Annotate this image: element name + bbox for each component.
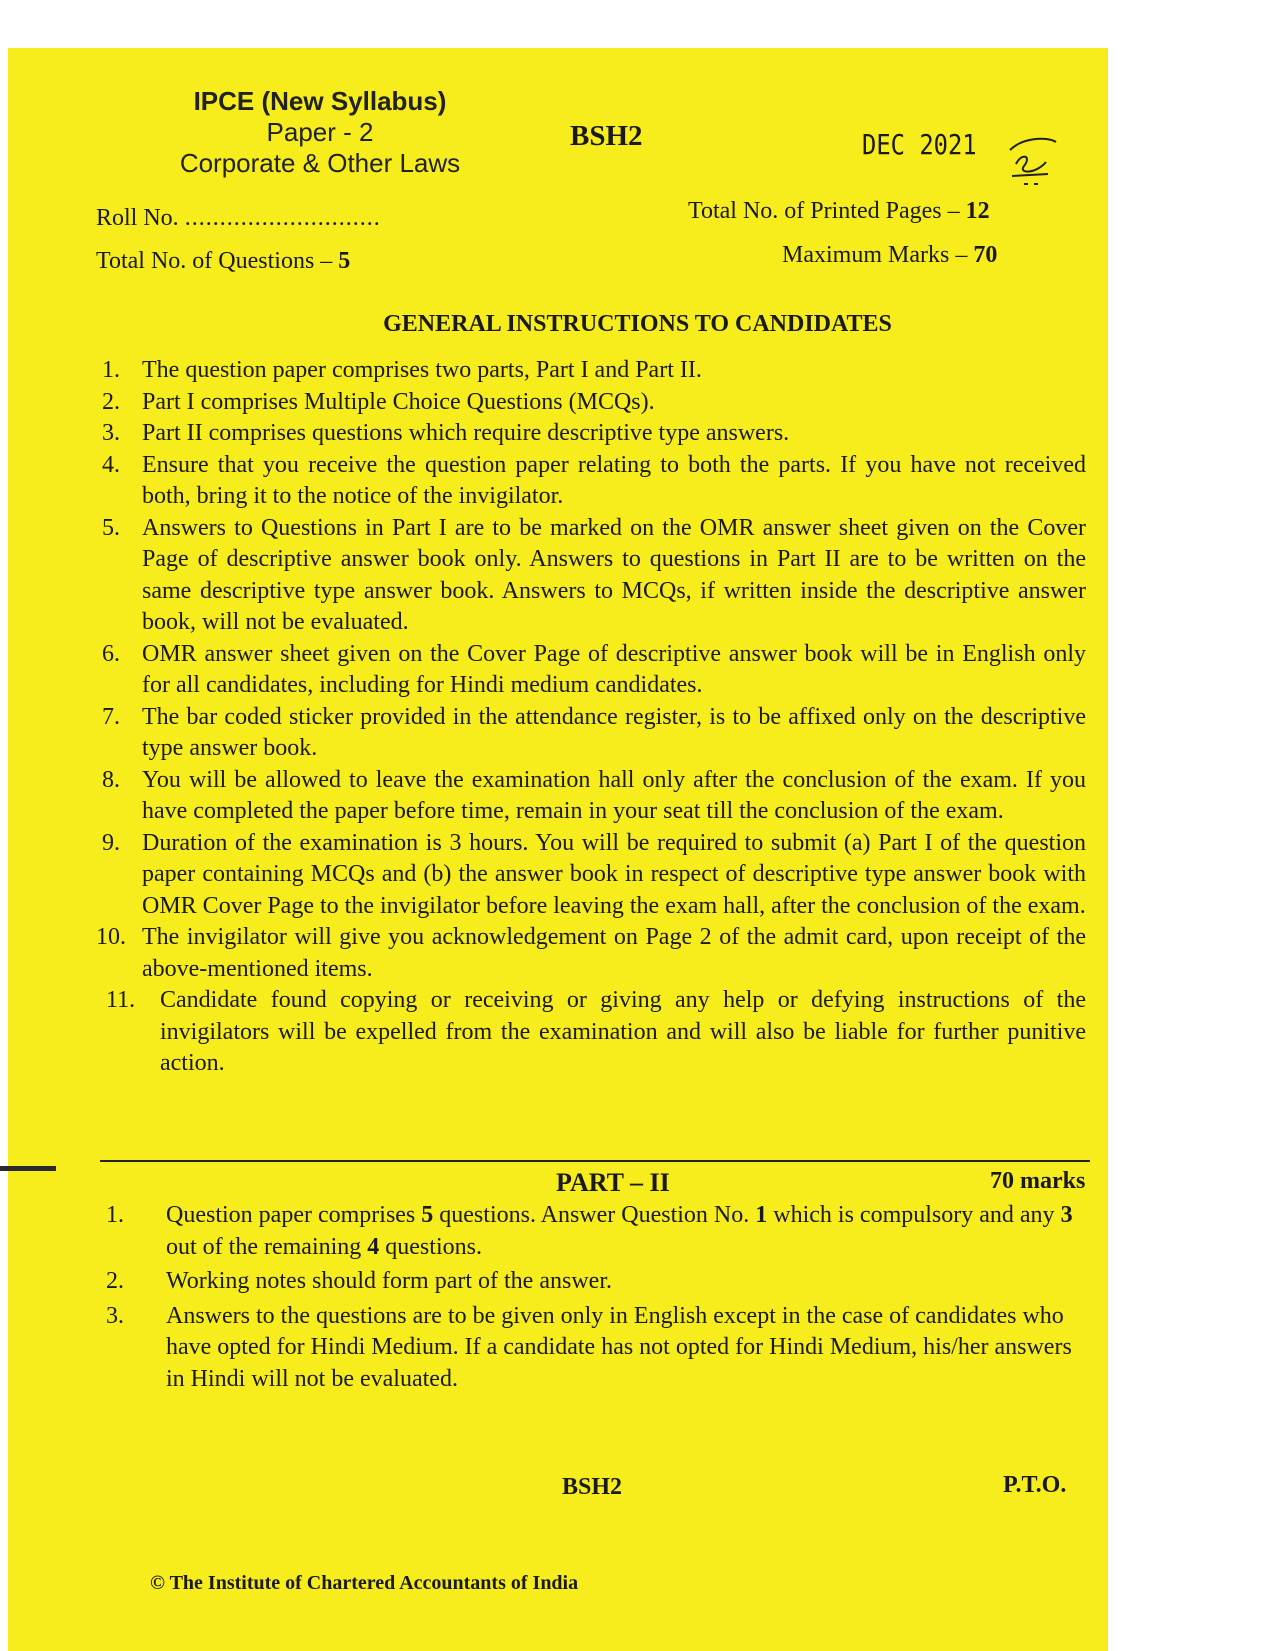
list-item: 8. You will be allowed to leave the examination hall only after the conclusion of the exam. If you have completed the paper before time, remain in your seat till the conclusion of the exam. bbox=[102, 766, 1086, 824]
list-item: 3. Answers to the questions are to be given only in English except in the case of candidates who have opted for Hindi Medium. If a candidate has not opted for Hindi Medium, his/her answers in Hindi will not be evaluated. bbox=[106, 1302, 1072, 1392]
maximum-marks-value: 70 bbox=[973, 242, 998, 268]
roll-no-dots: ............................ bbox=[184, 205, 381, 231]
pto-label: P.T.O. bbox=[1003, 1472, 1067, 1498]
instructions-list bbox=[96, 355, 1086, 1080]
exam-name: IPCE (New Syllabus) bbox=[193, 86, 447, 116]
list-item: 1. Question paper comprises 5 questions. Answer Question No. 1 which is compulsory and any 3 out of the remaining 4 questions. bbox=[106, 1202, 1073, 1260]
exam-header bbox=[140, 86, 500, 179]
footer-paper-code: BSH2 bbox=[562, 1474, 623, 1500]
part-ii-list bbox=[106, 1200, 1092, 1398]
maximum-marks: Maximum Marks – 70 bbox=[782, 242, 998, 268]
list-item: 5. Answers to Questions in Part I are to be marked on the OMR answer sheet given on the Cover Page of descriptive answer book only. Answers to questions in Part II are to be written on the same descriptive type answer book. Answers to MCQs, if written inside the descriptive answer book, will not be evaluated. bbox=[102, 514, 1086, 635]
part-ii-title: PART – II bbox=[556, 1168, 670, 1197]
total-questions: Total No. of Questions – 5 bbox=[96, 248, 351, 274]
list-item: 4. Ensure that you receive the question paper relating to both the parts. If you have not received both, bring it to the notice of the invigilator. bbox=[102, 451, 1086, 509]
paper-number: Paper - 2 bbox=[266, 117, 374, 147]
list-item: 2. Part I comprises Multiple Choice Questions (MCQs). bbox=[102, 388, 655, 415]
copyright-notice: © The Institute of Chartered Accountants of India bbox=[150, 1572, 579, 1594]
exam-date-stamp: DEC 2021 bbox=[862, 128, 977, 161]
total-questions-value: 5 bbox=[338, 248, 351, 274]
list-item: 1. The question paper comprises two parts, Part I and Part II. bbox=[102, 357, 702, 383]
subject-title: Corporate & Other Laws bbox=[179, 148, 461, 178]
printed-pages: Total No. of Printed Pages – 12 bbox=[688, 198, 990, 224]
instructions-title: GENERAL INSTRUCTIONS TO CANDIDATES bbox=[383, 311, 892, 337]
list-item: 11. Candidate found copying or receiving or giving any help or defying instructions of the invigilators will be expelled from the examination and will also be liable for further punitive action. bbox=[106, 987, 1086, 1076]
part-ii-marks: 70 marks bbox=[990, 1168, 1086, 1194]
margin-mark bbox=[0, 1166, 56, 1171]
paper-code: BSH2 bbox=[570, 120, 643, 152]
printed-pages-value: 12 bbox=[965, 198, 990, 224]
list-item: 6. OMR answer sheet given on the Cover Page of descriptive answer book will be in English only for all candidates, including for Hindi medium candidates. bbox=[102, 640, 1086, 698]
list-item: 10. The invigilator will give you acknowledgement on Page 2 of the admit card, upon receipt of the above-mentioned items. bbox=[96, 924, 1086, 982]
list-item: 7. The bar coded sticker provided in the attendance register, is to be affixed only on the descriptive type answer book. bbox=[102, 703, 1086, 761]
list-item: 3. Part II comprises questions which require descriptive type answers. bbox=[102, 420, 790, 446]
handwritten-initials-icon bbox=[1002, 128, 1062, 192]
section-divider bbox=[100, 1160, 1090, 1162]
roll-no-label: Roll No. bbox=[96, 205, 179, 231]
list-item: 9. Duration of the examination is 3 hours. You will be required to submit (a) Part I of the question paper containing MCQs and (b) the answer book in respect of descriptive type answer book with OMR Cover Page to the invigilator before leaving the exam hall, after the conclusion of the exam. bbox=[102, 829, 1086, 919]
list-item: 2. Working notes should form part of the answer. bbox=[106, 1268, 612, 1294]
roll-no-field bbox=[96, 205, 381, 232]
